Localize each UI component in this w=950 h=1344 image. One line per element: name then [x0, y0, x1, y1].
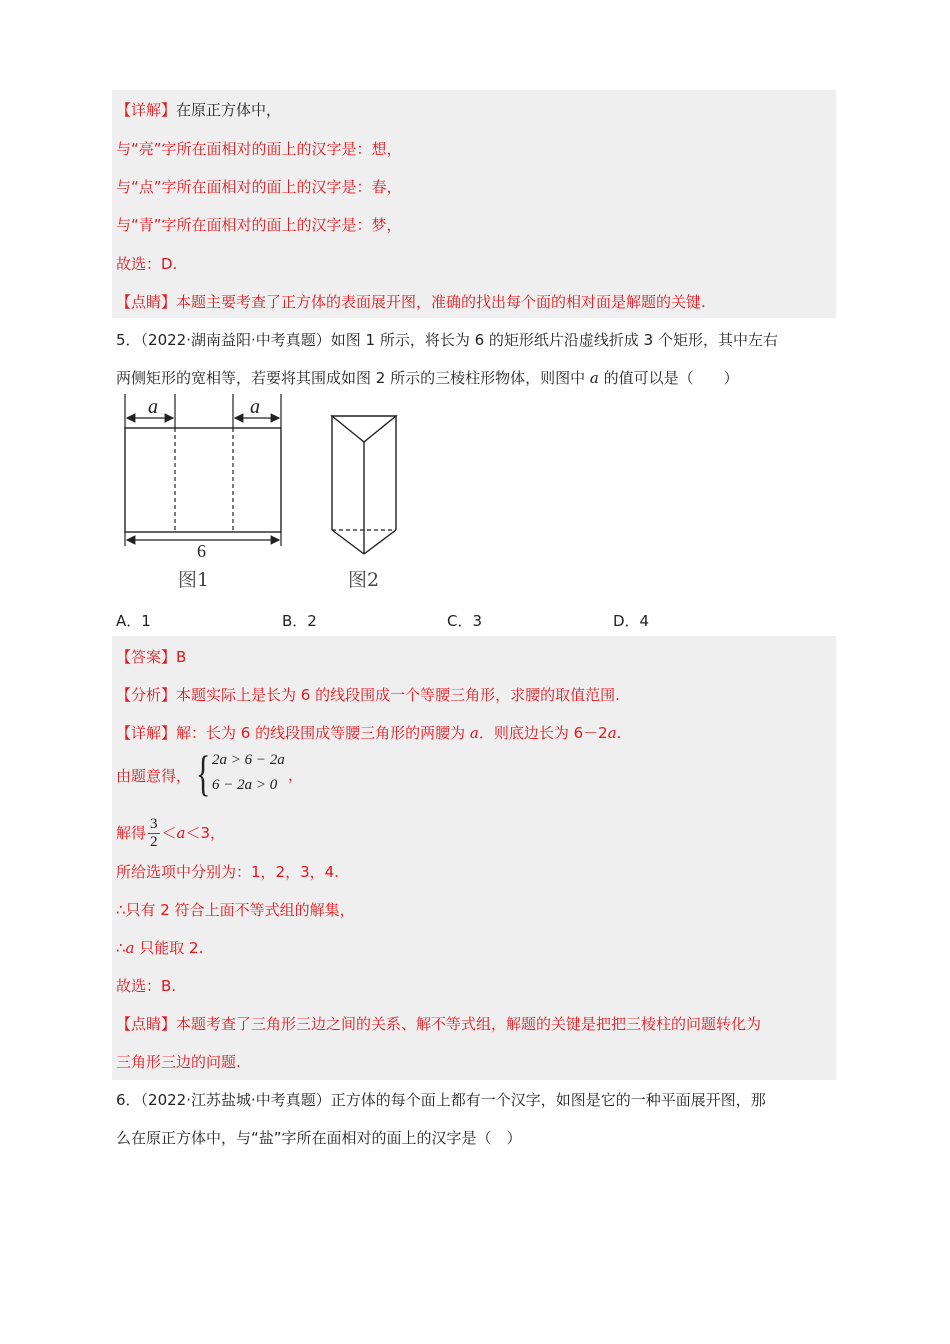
detail-line-5: 故选：D.	[116, 255, 178, 273]
fig1-label-6: 6	[197, 541, 206, 561]
choose-b-line: 故选：B.	[116, 977, 177, 995]
analysis-tag: 【分析】	[116, 686, 177, 704]
detail-q5-line: 【详解】解：长为 6 的线段围成等腰三角形的两腰为 a．则底边长为 6－2a.	[116, 724, 622, 742]
option-b[interactable]: B．2	[282, 612, 317, 630]
solution-line: 解得 $\frac{3}{2}$ ＜a＜3，	[116, 816, 226, 850]
figure-1-rectangle-net	[118, 394, 288, 594]
solution-block-1	[112, 90, 836, 318]
fig1-label-a-right: a	[250, 396, 260, 418]
q5-line-1: 5．（2022·湖南益阳·中考真题）如图 1 所示，将长为 6 的矩形纸片沿虚线折成 3 个矩形，其中左右	[116, 331, 778, 349]
q6-line-1: 6．（2022·江苏盐城·中考真题）正方体的每个面上都有一个汉字，如图是它的一种平面展开图，那	[116, 1091, 766, 1109]
option-d[interactable]: D．4	[613, 612, 650, 630]
detail-line-3: 与“点”字所在面相对的面上的汉字是：春，	[116, 178, 402, 196]
analysis-line: 【分析】本题实际上是长为 6 的线段围成一个等腰三角形，求腰的取值范围.	[116, 686, 620, 704]
option-c[interactable]: C．3	[447, 612, 483, 630]
detail-tag: 【详解】	[116, 101, 177, 119]
a-only-line: ∴a 只能取 2.	[116, 939, 204, 957]
detail-q5-tag: 【详解】	[116, 724, 177, 742]
remark-tag: 【点睛】	[116, 293, 177, 311]
detail-line-2: 与“亮”字所在面相对的面上的汉字是：想，	[116, 140, 402, 158]
answer-tag: 【答案】	[116, 648, 177, 666]
fig1-label-a-left: a	[148, 396, 158, 418]
answer-line: 【答案】B	[116, 648, 187, 666]
remark-line: 【点睛】本题主要考查了正方体的表面展开图，准确的找出每个面的相对面是解题的关键.	[116, 293, 706, 311]
q6-line-2: 么在原正方体中，与“盐”字所在面相对的面上的汉字是（ ）	[116, 1129, 522, 1147]
remark-q5-tag: 【点睛】	[116, 1015, 177, 1033]
option-a[interactable]: A．1	[116, 612, 151, 630]
q5-line-2: 两侧矩形的宽相等，若要将其围成如图 2 所示的三棱柱形物体，则图中 a 的值可以是（ ）	[116, 369, 739, 387]
fig1-caption: 图1	[178, 569, 210, 591]
options-values-line: 所给选项中分别为：1，2，3，4.	[116, 863, 339, 881]
fig2-caption: 图2	[348, 569, 380, 591]
detail-line-4: 与“青”字所在面相对的面上的汉字是：梦，	[116, 216, 402, 234]
condition-line: 由题意得，	[116, 767, 192, 785]
inequality-2: 6 − 2a > 0	[212, 777, 278, 793]
only-two-line: ∴只有 2 符合上面不等式组的解集，	[116, 901, 355, 919]
remark-q5-line-2: 三角形三边的问题.	[116, 1053, 241, 1071]
detail-line-1: 【详解】在原正方体中，	[116, 101, 282, 119]
remark-q5-line-1: 【点睛】本题考查了三角形三边之间的关系、解不等式组，解题的关键是把把三棱柱的问题转化为	[116, 1015, 762, 1033]
figure-2-triangular-prism	[320, 410, 410, 594]
inequality-1: 2a > 6 − 2a	[212, 752, 285, 768]
fraction-3-2: $\frac{3}{2}$	[150, 816, 158, 850]
